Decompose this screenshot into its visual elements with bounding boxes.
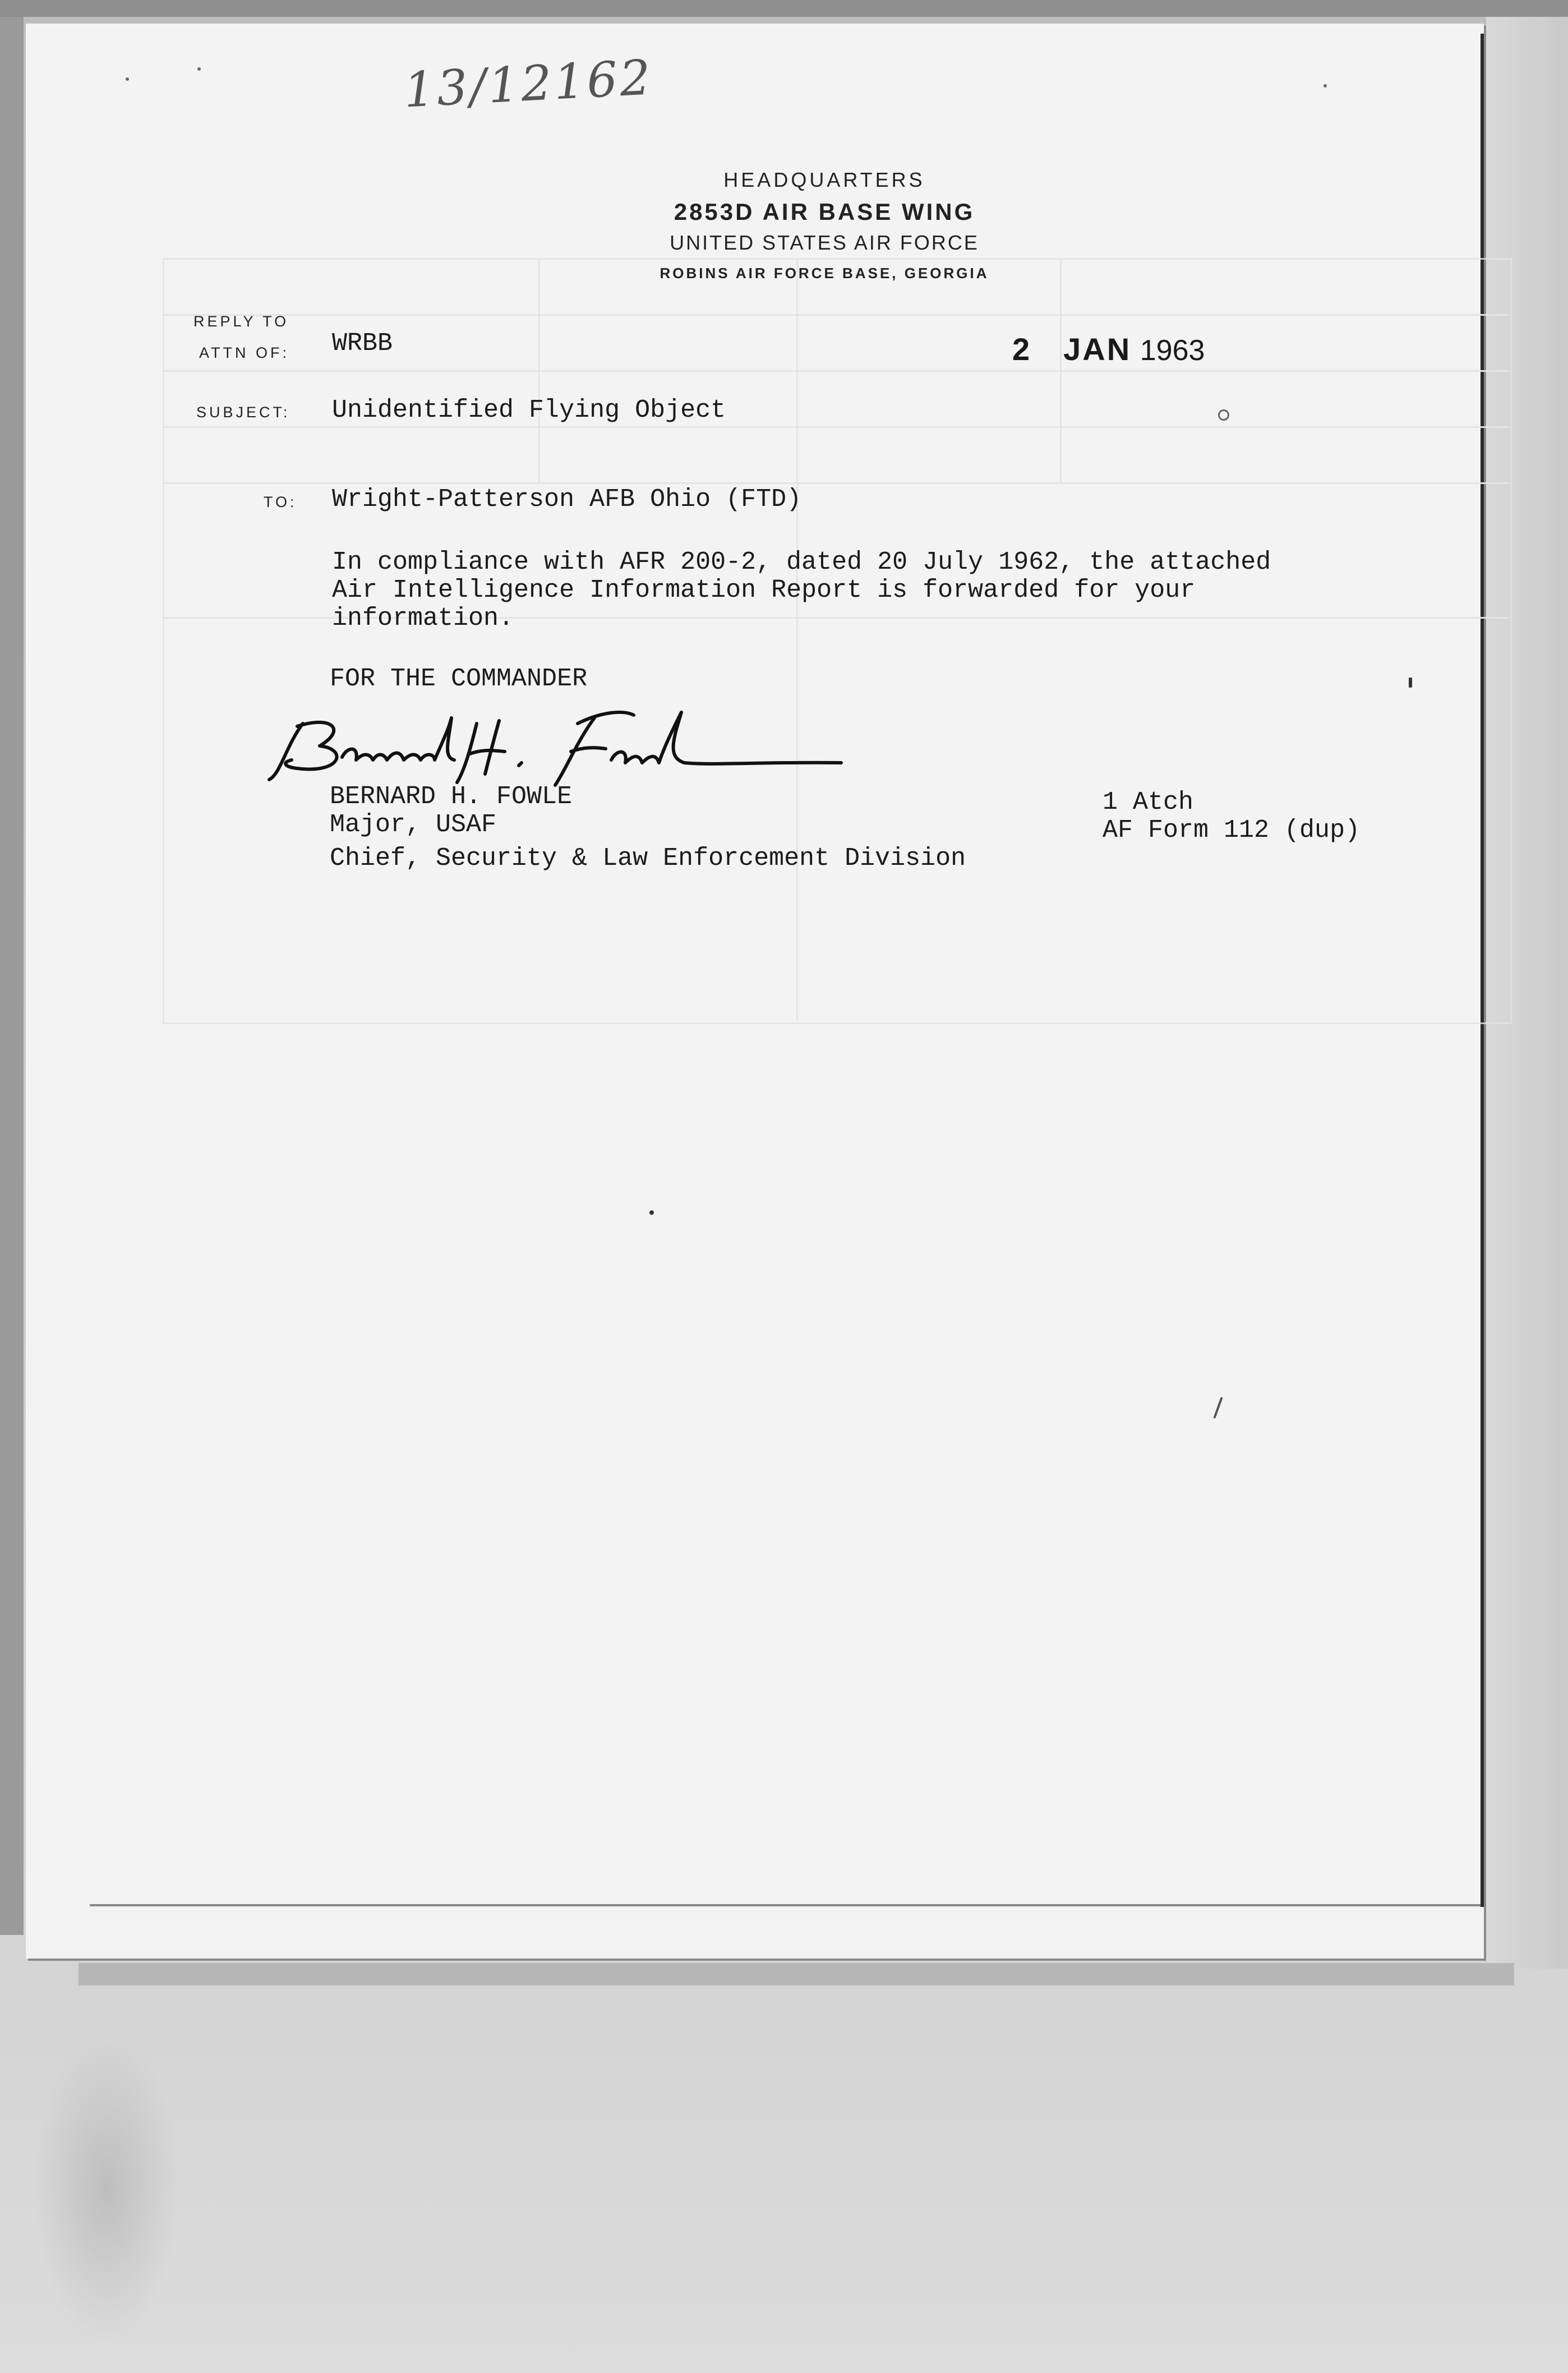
bleed-through-line [163, 314, 1509, 316]
letterhead [606, 168, 1043, 282]
reply-to-label: REPLY TO [193, 313, 289, 330]
scan-speck [126, 77, 129, 81]
reply-to-value: WRBB [332, 329, 393, 358]
scan-top-edge [0, 0, 1568, 17]
scan-stain [34, 2030, 179, 2344]
letterhead-location: ROBINS AIR FORCE BASE, GEORGIA [660, 265, 989, 282]
signer-title: Chief, Security & Law Enforcement Division [330, 844, 966, 873]
body-line-2: Air Intelligence Information Report is forwarded for your [332, 576, 1196, 605]
date-year: 1963 [1140, 334, 1205, 367]
to-label: TO: [264, 494, 297, 510]
subject-value: Unidentified Flying Object [332, 396, 726, 425]
bleed-through-line [163, 482, 1509, 484]
scan-speck [1218, 409, 1229, 421]
signer-name: BERNARD H. FOWLE [330, 782, 573, 811]
to-value: Wright-Patterson AFB Ohio (FTD) [332, 485, 802, 514]
bleed-through-line [163, 426, 1509, 428]
bleed-through-line [796, 258, 798, 1021]
closing-line: FOR THE COMMANDER [330, 665, 588, 693]
date-month: JAN [1063, 331, 1132, 367]
sheet-bottom-border [90, 1904, 1481, 1906]
letterhead-service: UNITED STATES AIR FORCE [670, 231, 979, 254]
scan-speck [1409, 678, 1412, 688]
letterhead-headquarters: HEADQUARTERS [723, 168, 925, 191]
attn-of-label: ATTN OF: [199, 344, 289, 361]
scan-speck [649, 1210, 654, 1215]
scan-speck [197, 67, 201, 71]
body-line-3: information. [332, 604, 514, 633]
attachment-description: AF Form 112 (dup) [1103, 816, 1361, 845]
attachment-count: 1 Atch [1103, 788, 1194, 817]
subject-label: SUBJECT: [196, 404, 290, 421]
scan-speck [1323, 84, 1327, 87]
bleed-through-line [1060, 258, 1062, 482]
body-line-1: In compliance with AFR 200-2, dated 20 July 1962, the attached [332, 548, 1271, 577]
bleed-through-line [538, 258, 540, 482]
date-day: 2 [1012, 331, 1030, 367]
bleed-through-form [163, 258, 1512, 1024]
handwritten-file-number: 13/12162 [402, 49, 654, 119]
scan-left-edge [0, 17, 24, 1935]
signer-rank: Major, USAF [330, 810, 497, 839]
date-stamp [1012, 331, 1205, 367]
bleed-through-line [163, 370, 1509, 372]
sheet-shadow [79, 1963, 1514, 1985]
letterhead-wing: 2853D AIR BASE WING [674, 199, 975, 225]
